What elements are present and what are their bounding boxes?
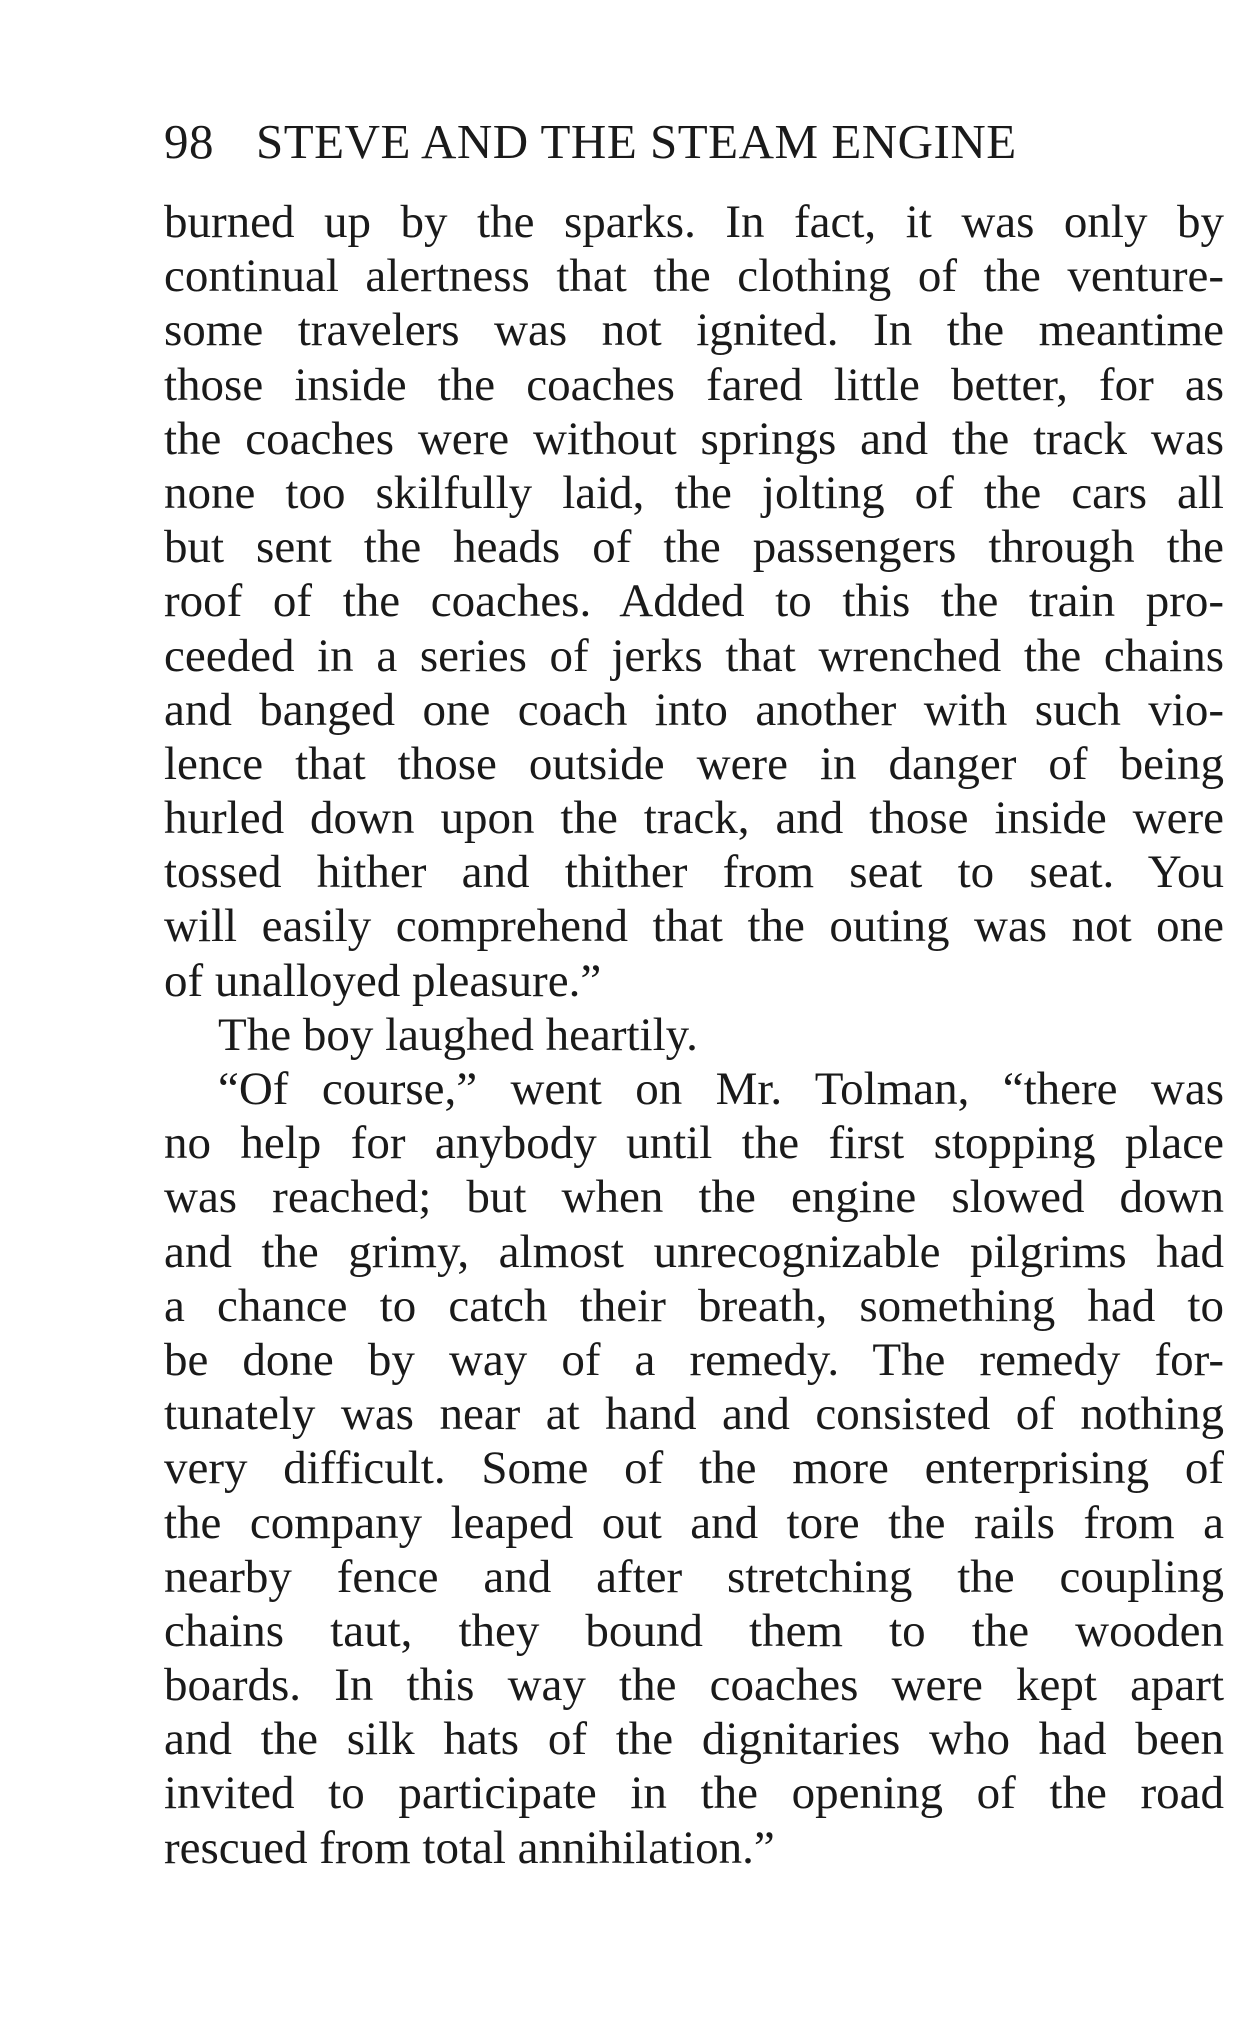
text-line: and banged one coach into another with such vio-: [164, 683, 1224, 736]
text-line: The boy laughed heartily.: [218, 1008, 698, 1061]
text-line: a chance to catch their breath, something had to: [164, 1279, 1224, 1332]
text-line: ceeded in a series of jerks that wrenched the chains: [164, 629, 1224, 682]
text-line: tossed hither and thither from seat to seat. You: [164, 846, 1224, 899]
text-line: roof of the coaches. Added to this the train pro-: [164, 575, 1224, 628]
text-line: boards. In this way the coaches were kept apart: [164, 1659, 1224, 1712]
page-number: 98: [164, 114, 214, 169]
text-line: the company leaped out and tore the rails from a: [164, 1496, 1224, 1549]
text-line: but sent the heads of the passengers through the: [164, 521, 1224, 574]
body-text: [164, 195, 1224, 1875]
running-title: STEVE AND THE STEAM ENGINE: [256, 114, 1017, 169]
text-line: be done by way of a remedy. The remedy for-: [164, 1333, 1224, 1386]
text-line: no help for anybody until the first stopping place: [164, 1117, 1224, 1170]
text-line: nearby fence and after stretching the coupling: [164, 1550, 1224, 1603]
running-head: [164, 112, 1224, 172]
text-line: and the grimy, almost unrecognizable pilgrims had: [164, 1225, 1224, 1278]
text-line: rescued from total annihilation.”: [164, 1821, 775, 1874]
text-line: was reached; but when the engine slowed down: [164, 1171, 1224, 1224]
text-line: tunately was near at hand and consisted of nothing: [164, 1388, 1224, 1441]
text-line: those inside the coaches fared little better, for as: [164, 358, 1224, 411]
text-line: lence that those outside were in danger of being: [164, 737, 1224, 790]
text-line: burned up by the sparks. In fact, it was only by: [164, 196, 1224, 248]
text-line: of unalloyed pleasure.”: [164, 954, 602, 1007]
text-line: chains taut, they bound them to the wooden: [164, 1604, 1224, 1657]
text-line: the coaches were without springs and the track was: [164, 412, 1224, 465]
text-line: none too skilfully laid, the jolting of the cars all: [164, 466, 1224, 519]
text-line: “Of course,” went on Mr. Tolman, “there was: [218, 1063, 1224, 1115]
text-line: invited to participate in the opening of the road: [164, 1767, 1224, 1820]
text-line: some travelers was not ignited. In the meantime: [164, 304, 1224, 357]
text-line: and the silk hats of the dignitaries who had been: [164, 1713, 1224, 1766]
text-line: hurled down upon the track, and those inside were: [164, 792, 1224, 845]
text-line: very difficult. Some of the more enterprising of: [164, 1442, 1224, 1495]
text-line: will easily comprehend that the outing was not one: [164, 900, 1224, 953]
text-line: continual alertness that the clothing of the venture-: [164, 250, 1224, 303]
